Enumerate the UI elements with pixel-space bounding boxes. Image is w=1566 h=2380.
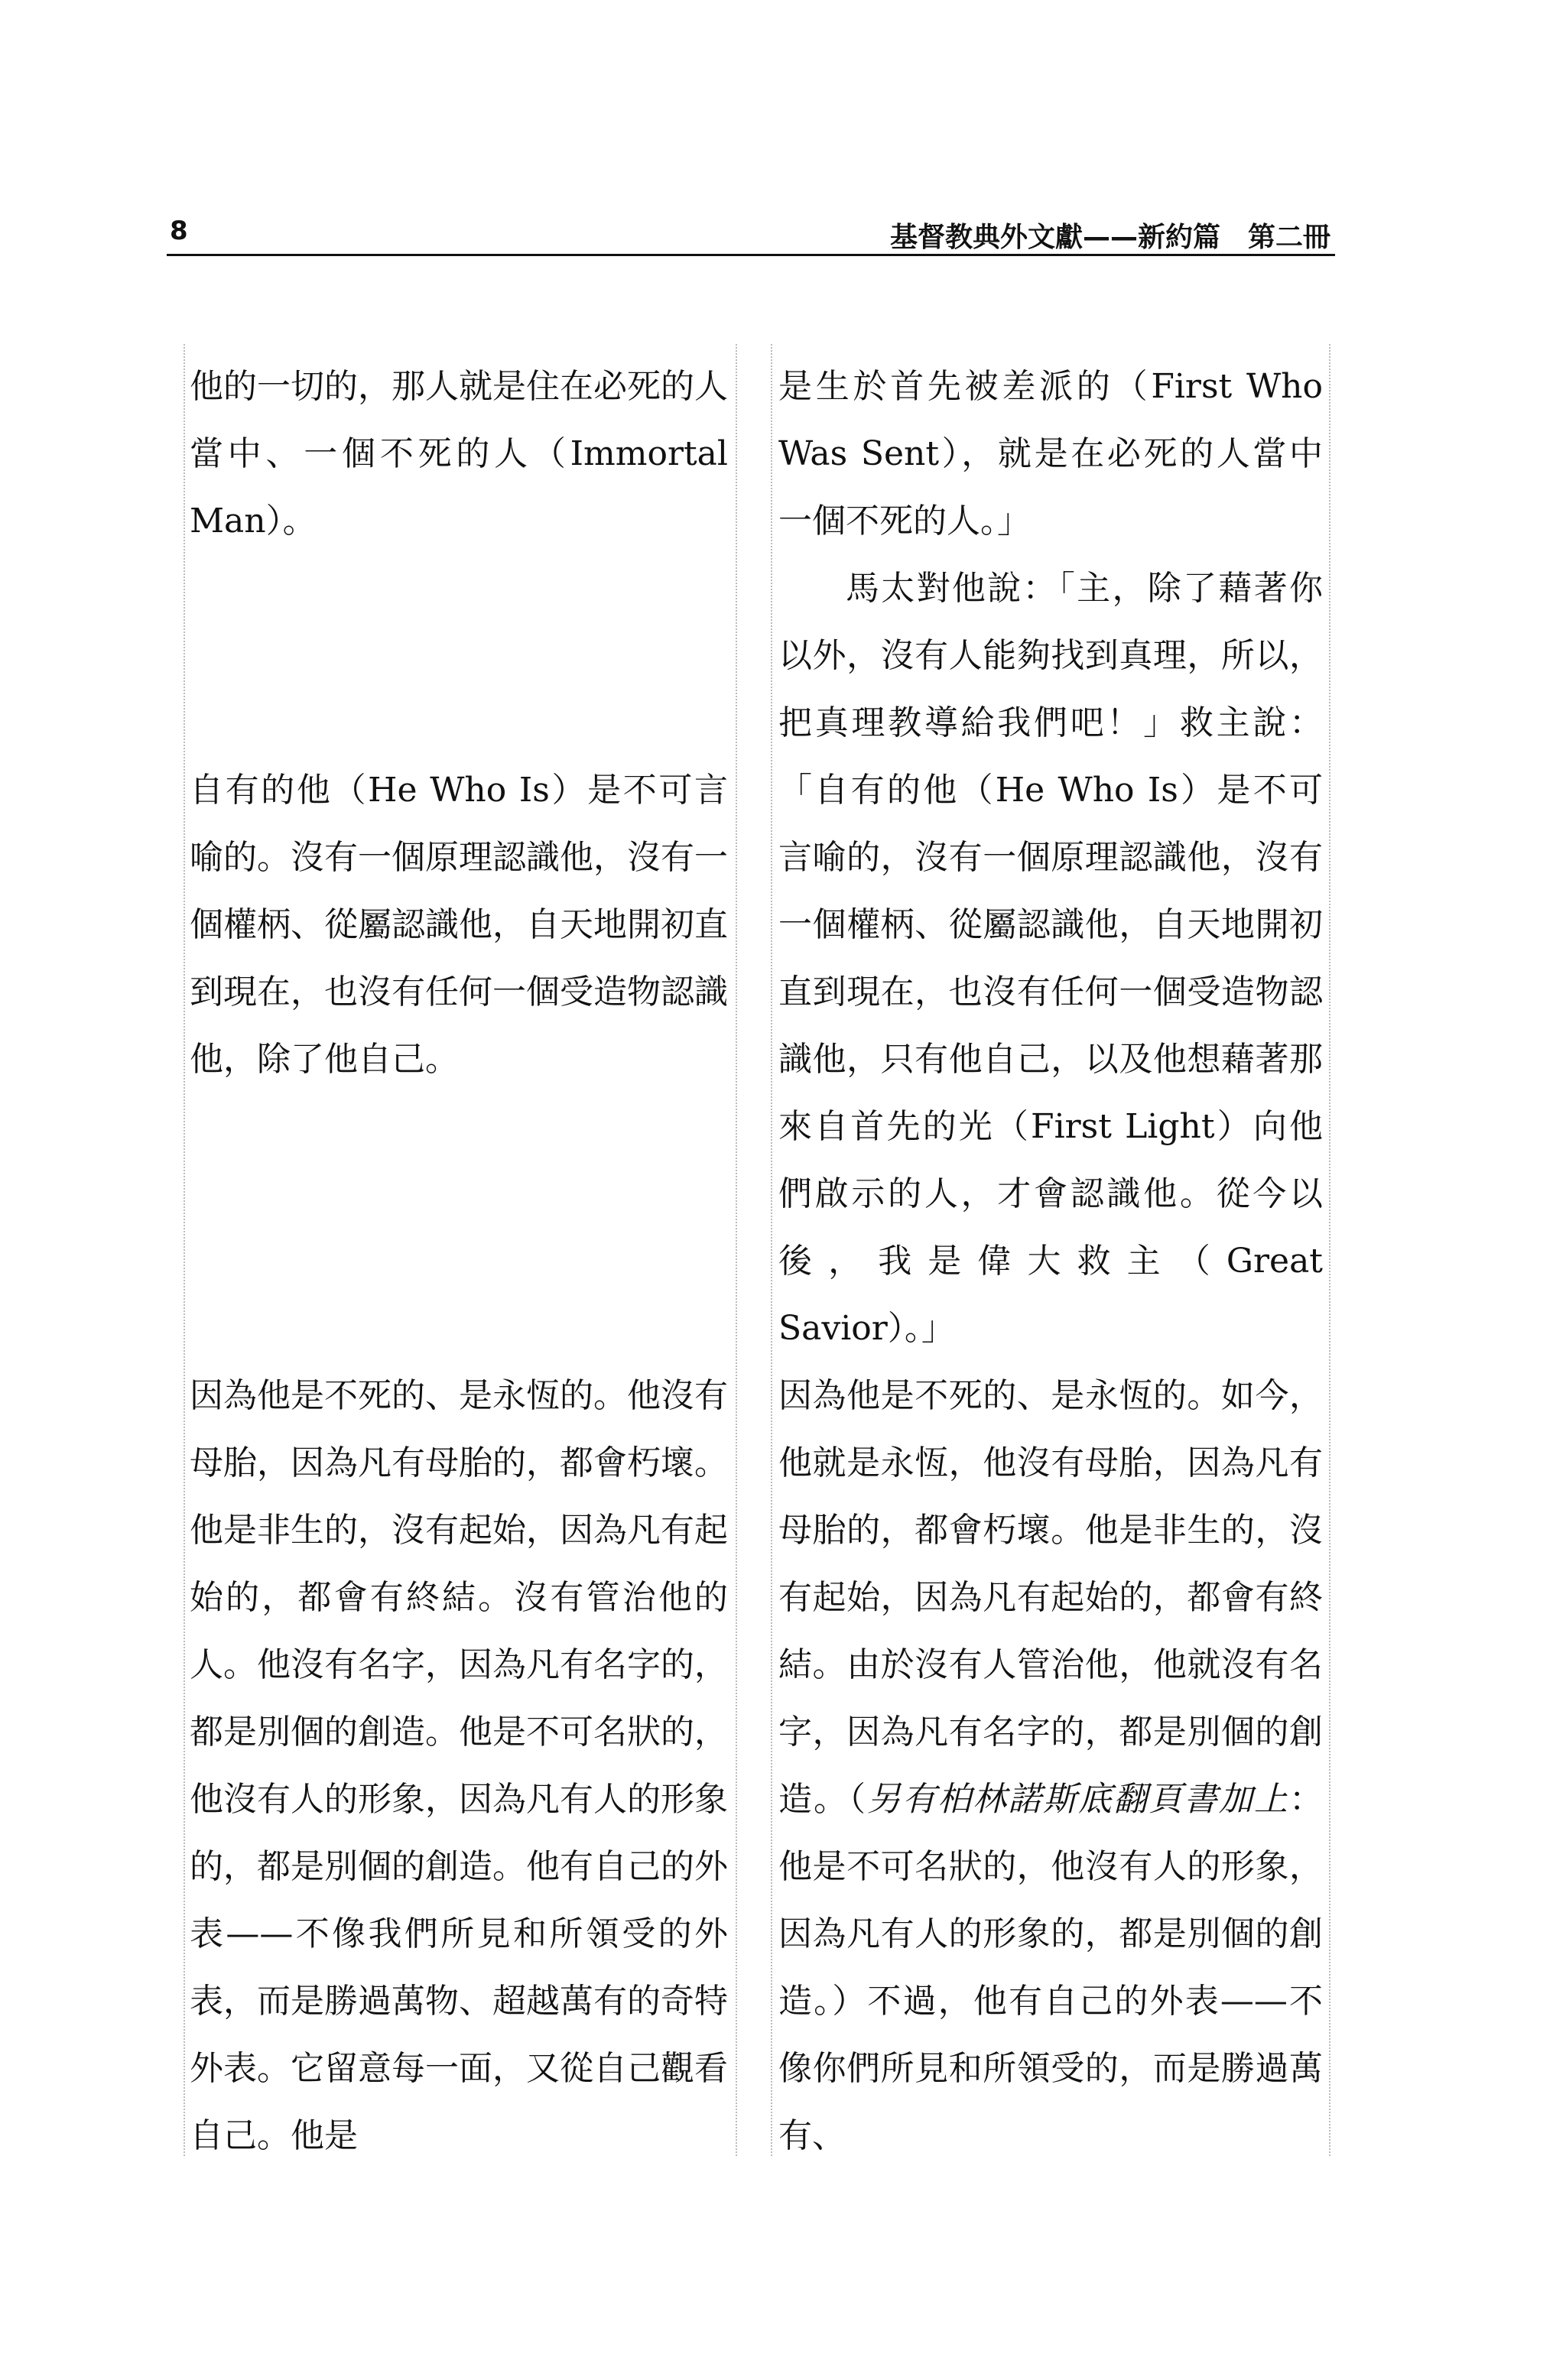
left-paragraph-1: 他的一切的，那人就是住在必死的人當中、一個不死的人（Immortal Man）。 [190,367,728,541]
right-paragraph-3-text-a: 因為他是不死的、是永恆的。如今，他就是永恆，他沒有母胎，因為凡有母胎的，都會朽壞。他是非生的，沒有起始，因為凡有起始的，都會有終結。由於沒有人管治他，他就沒有名字，因為凡有名字的，都是別個的創造。（ [778,1376,1323,1819]
left-column-rule-outer [184,344,185,2156]
right-paragraph-3 [778,1362,1323,2170]
left-column-block-1 [190,353,728,555]
left-column-block-3 [190,1362,728,2170]
page-header [167,211,1335,256]
right-paragraph-1: 是生於首先被差派的（First Who Was Sent），就是在必死的人當中一個不死的人。」 [778,367,1323,541]
right-column-block-3 [778,1362,1323,2170]
right-paragraph-2: 馬太對他說：「主，除了藉著你以外，沒有人能夠找到真理，所以，把真理教導給我們吧！」救主說：「自有的他（He Who Is）是不可言喻的，沒有一個原理認識他，沒有一個權柄、從屬認識他，自天地開初直到現在，也沒有任何一個受造物認識他，只有他自己，以及他想藉著那來自首先的光（First Light）向他們啟示的人，才會認識他。從今以後，我是偉大救主（Great Savior）。」 [778,569,1323,1348]
right-paragraph-3-text-b: ：他是不可名狀的，他沒有人的形象，因為凡有人的形象的，都是別個的創造。）不過，他有自己的外表——不像你們所見和所領受的，而是勝過萬有、 [778,1780,1323,2155]
left-column-block-2 [190,757,728,1093]
manuscript-variant-note: 另有柏林諾斯底翻頁書加上 [867,1780,1289,1819]
left-paragraph-3: 因為他是不死的、是永恆的。他沒有母胎，因為凡有母胎的，都會朽壞。他是非生的，沒有起始，因為凡有起始的，都會有終結。沒有管治他的人。他沒有名字，因為凡有名字的，都是別個的創造。他是不可名狀的，他沒有人的形象，因為凡有人的形象的，都是別個的創造。他有自己的外表——不像我們所見和所領受的外表，而是勝過萬物、超越萬有的奇特外表。它留意每一面，又從自己觀看自己。他是 [190,1376,728,2155]
right-column-block-1 [778,353,1323,1362]
right-column-rule-outer [1329,344,1330,2156]
running-title: 基督教典外文獻——新約篇 第二冊 [889,222,1330,253]
page-number: 8 [170,216,188,246]
right-column-rule-inner [771,344,772,2156]
left-paragraph-2: 自有的他（He Who Is）是不可言喻的。沒有一個原理認識他，沒有一個權柄、從屬認識他，自天地開初直到現在，也沒有任何一個受造物認識他，除了他自己。 [190,771,728,1079]
left-column-rule-inner [736,344,737,2156]
